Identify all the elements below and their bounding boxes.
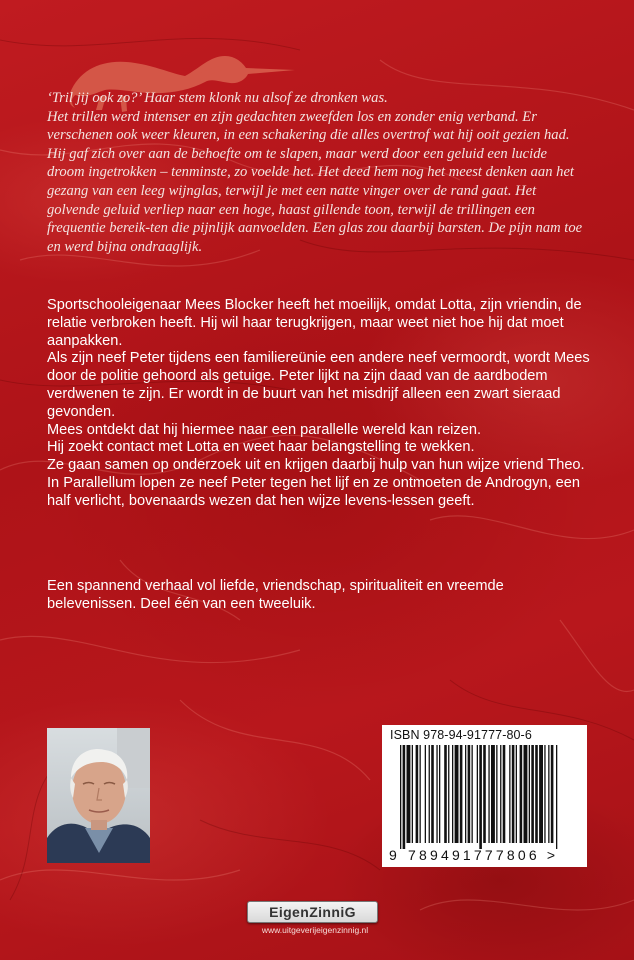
synopsis-paragraph: Hij zoekt contact met Lotta en weet haar belangstelling te wekken.: [47, 439, 475, 456]
synopsis-paragraph: Mees ontdekt dat hij hiermee naar een parallelle wereld kan reizen.: [47, 421, 482, 438]
book-excerpt: ‘Tril jij ook zo?’ Haar stem klonk nu alsof ze dronken was. Het trillen werd intenser en zijn gedachten zweefden los en zonder enig verband. Er verschenen ook weer kleuren, in een schakering die alles overtrof wat hij ooit gezien had. Hij gaf zich over aan de behoefte om te slapen, maar werd door een geluid een lucide droom ingetrokken – tenminste, zo voelde het. Het deed hem nog het meest denken aan het gezang van een leeg wijnglas, terwijl je met een natte vinger over de rand gaat. Het golvende geluid verliep naar een hoge, haast gillende toon, terwijl de trillingen een frequentie bereik-ten die pijnlijk aanvoelden. Een glas zou daarbij barsten. De pijn nam toe en werd bijna ondraaglijk.: [47, 90, 583, 255]
synopsis-paragraph: Als zijn neef Peter tijdens een familiereünie een andere neef vermoordt, wordt Mees door de politie gehoord als getuige. Peter lijkt na zijn daad van de aardbodem verdwenen te zijn. Er wordt in de buurt van het misdrijf alleen een zwart sieraad gevonden.: [47, 350, 590, 420]
book-synopsis: [47, 297, 592, 511]
synopsis-paragraph: Ze gaan samen op onderzoek uit en krijgen daarbij hulp van hun wijze vriend Theo.: [47, 457, 585, 474]
publisher-logo: EigenZinniG: [247, 901, 378, 923]
synopsis-paragraph: Sportschooleigenaar Mees Blocker heeft het moeilijk, omdat Lotta, zijn vriendin, de relatie verbroken heeft. Hij wil haar terugkrijgen, maar weet niet hoe hij dat moet aanpakken.: [47, 297, 582, 349]
isbn-barcode: [382, 725, 587, 867]
author-photo: [47, 728, 150, 863]
book-tagline: Een spannend verhaal vol liefde, vriendschap, spiritualiteit en vreemde belevenissen. Deel één van een tweeluik.: [47, 578, 504, 612]
barcode-bars: [382, 725, 587, 867]
isbn-label: ISBN 978-94-91777-80-6: [390, 728, 532, 742]
barcode-first-digit: 9: [389, 847, 397, 863]
synopsis-paragraph: In Parallellum lopen ze neef Peter tegen het lijf en ze ontmoeten de Androgyn, een half verlicht, bovenaards wezen dat hen wijze levens-lessen geeft.: [47, 474, 581, 509]
publisher-url: www.uitgeverijeigenzinnig.nl: [261, 925, 369, 935]
barcode-digits: 789491777806 >: [408, 847, 559, 863]
